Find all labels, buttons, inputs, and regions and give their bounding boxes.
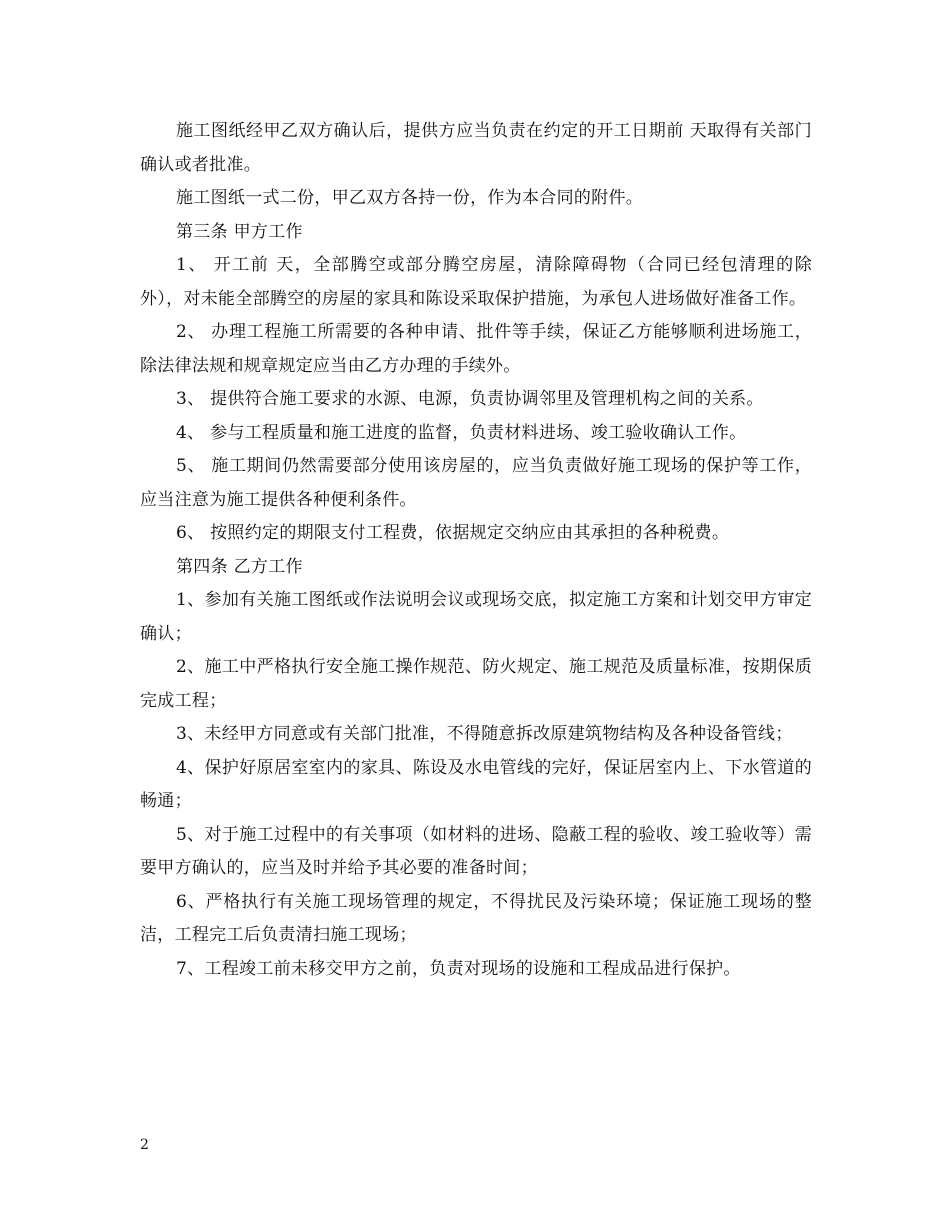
list-item-party-a-5: 5、 施工期间仍然需要部分使用该房屋的，应当负责做好施工现场的保护等工作，应当注意为施工提供各种便利条件。 — [140, 456, 812, 510]
document-body — [140, 115, 812, 986]
list-item-party-a-1: 1、 开工前 天，全部腾空或部分腾空房屋，清除障碍物（合同已经包清理的除外），对未能全部腾空的房屋的家具和陈设采取保护措施，为承包人进场做好准备工作。 — [140, 255, 812, 309]
list-item-party-a-4: 4、 参与工程质量和施工进度的监督，负责材料进场、竣工验收确认工作。 — [176, 422, 747, 443]
section-heading-party-a: 第三条 甲方工作 — [176, 221, 303, 242]
page-number: 2 — [140, 1137, 149, 1153]
list-item-party-b-1: 1、参加有关施工图纸或作法说明会议或现场交底，拟定施工方案和计划交甲方审定确认； — [140, 590, 812, 644]
list-item-party-a-2: 2、 办理工程施工所需要的各种申请、批件等手续，保证乙方能够顺利进场施工，除法律法规和规章规定应当由乙方办理的手续外。 — [140, 322, 812, 376]
list-item-party-a-3: 3、 提供符合施工要求的水源、电源，负责协调邻里及管理机构之间的关系。 — [176, 389, 764, 409]
paragraph-drawing-confirmation: 施工图纸经甲乙双方确认后，提供方应当负责在约定的开工日期前 天取得有关部门确认或者批准。 — [140, 121, 812, 175]
list-item-party-b-6: 6、严格执行有关施工现场管理的规定，不得扰民及污染环境；保证施工现场的整洁，工程完工后负责清扫施工现场； — [140, 891, 812, 945]
section-heading-party-b: 第四条 乙方工作 — [176, 556, 303, 577]
list-item-party-b-2: 2、施工中严格执行安全施工操作规范、防火规定、施工规范及质量标准，按期保质完成工程； — [140, 657, 812, 711]
list-item-party-b-5: 5、对于施工过程中的有关事项（如材料的进场、隐蔽工程的验收、竣工验收等）需要甲方确认的，应当及时并给予其必要的准备时间； — [140, 824, 812, 878]
list-item-party-b-4: 4、保护好原居室室内的家具、陈设及水电管线的完好，保证居室内上、下水管道的畅通； — [140, 757, 812, 811]
list-item-party-a-6: 6、 按照约定的期限支付工程费，依据规定交纳应由其承担的各种税费。 — [176, 523, 730, 543]
list-item-party-b-7: 7、工程竣工前未移交甲方之前，负责对现场的设施和工程成品进行保护。 — [176, 958, 741, 979]
list-item-party-b-3: 3、未经甲方同意或有关部门批准，不得随意拆改原建筑物结构及各种设备管线； — [176, 724, 793, 744]
paragraph-drawing-copies: 施工图纸一式二份，甲乙双方各持一份，作为本合同的附件。 — [176, 188, 644, 208]
